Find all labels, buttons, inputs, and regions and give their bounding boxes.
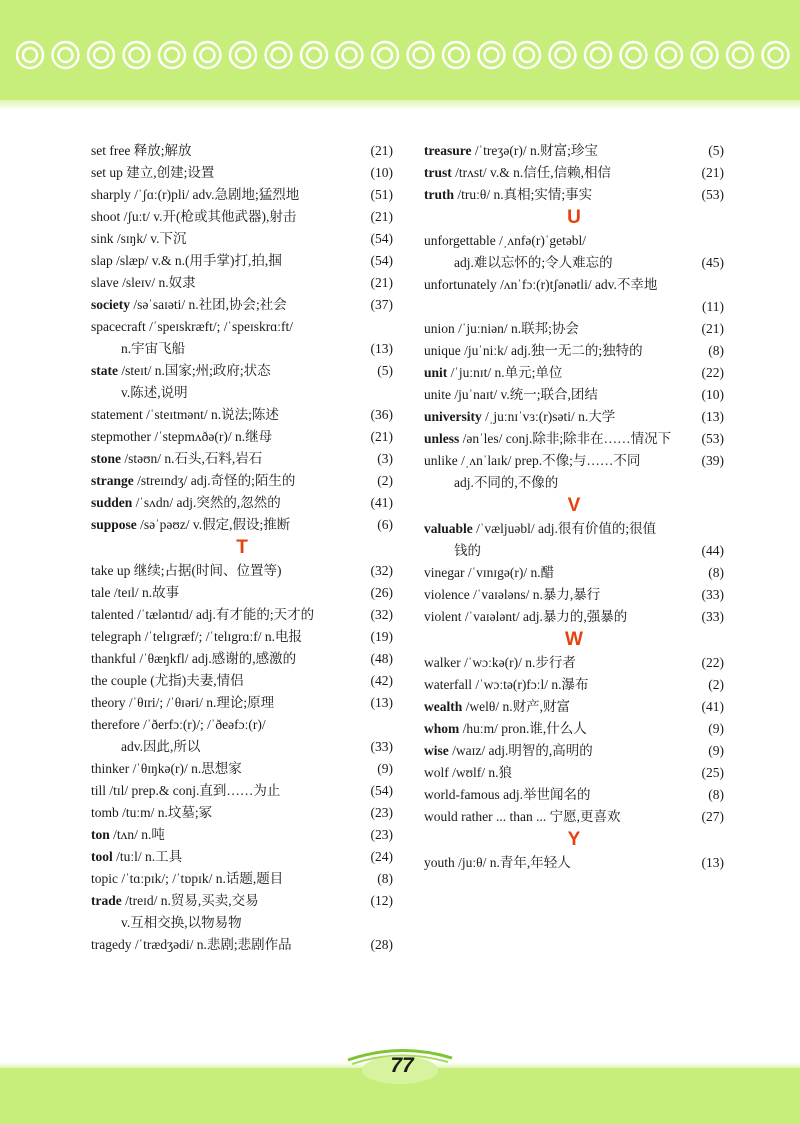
entry-page-ref: (11) [702,299,724,314]
ring-outer [479,42,505,68]
glossary-entry [424,230,724,274]
entry-page-ref: (41) [370,495,393,510]
entry-word: trade [91,893,122,908]
ring-inner [201,48,215,62]
entry-word: sharply [91,187,131,202]
entry-definition: /ˈtelɪgræf/; /ˈtelɪgrɑːf/ n.电报 [141,629,303,644]
entry-definition: /ˈvaɪələns/ n.暴力,暴行 [469,587,601,602]
glossary-entry [424,806,724,828]
entry-word: thinker [91,761,130,776]
entry-page-ref: (48) [370,651,393,666]
entry-definition: 建立,创建;设置 [122,165,215,180]
glossary-entry [424,652,724,674]
ring-inner [94,48,108,62]
ring-outer [372,42,398,68]
entry-definition-continued: adj.难以忘怀的;令人难忘的 [454,255,613,270]
entry-page-ref: (8) [708,343,724,358]
glossary-entry [424,784,724,806]
entry-definition: /ˈjuːniən/ n.联邦;协会 [454,321,579,336]
entry-page-ref: (51) [370,187,393,202]
entry-word: suppose [91,517,137,532]
entry-page-ref: (8) [708,787,724,802]
entry-page-ref: (19) [370,629,393,644]
entry-word: trust [424,165,452,180]
glossary-entry [91,604,393,626]
glossary-entry [424,852,724,874]
entry-definition: /treɪd/ n.贸易,买卖,交易 [121,893,259,908]
glossary-entry [91,514,393,536]
ring-inner [414,48,428,62]
glossary-entry [424,406,724,428]
entry-word: wise [424,743,449,758]
entry-word: valuable [424,521,473,536]
entry-word: wealth [424,699,463,714]
entry-word: unless [424,431,460,446]
glossary-entry [91,846,393,868]
ring-outer [408,42,434,68]
glossary-entry [91,934,393,956]
entry-definition: /ˈtæləntɪd/ adj.有才能的;天才的 [133,607,315,622]
entry-page-ref: (22) [701,655,724,670]
ring-outer [195,42,221,68]
ring-inner [236,48,250,62]
entry-page-ref: (21) [701,165,724,180]
entry-word: wolf [424,765,449,780]
entry-page-ref: (2) [377,473,393,488]
ring-outer [656,42,682,68]
ring-inner [307,48,321,62]
entry-word: world-famous [424,787,500,802]
section-letter: U [567,207,581,228]
glossary-entry [91,648,393,670]
entry-definition: /sleɪv/ n.奴隶 [118,275,196,290]
glossary-entry [91,140,393,162]
entry-page-ref: (23) [370,805,393,820]
glossary-entry [424,562,724,584]
entry-word: set up [91,165,123,180]
entry-definition: /ˈwɔːtə(r)fɔːl/ n.瀑布 [471,677,589,692]
entry-word: unit [424,365,448,380]
entry-page-ref: (21) [701,321,724,336]
entry-word: telegraph [91,629,142,644]
entry-word: unfortunately [424,277,497,292]
entry-definition: /ˈtreʒə(r)/ n.财富;珍宝 [471,143,598,158]
entry-definition: /ˈtrædʒədi/ n.悲剧;悲剧作品 [131,937,292,952]
entry-definition: /tuːm/ n.坟墓;冢 [118,805,213,820]
entry-page-ref: (36) [370,407,393,422]
glossary-entry [91,426,393,448]
entry-definition: /ʌnˈfɔː(r)tʃənətli/ adv.不幸地 [496,277,658,292]
entry-page-ref: (24) [370,849,393,864]
glossary-entry [91,470,393,492]
glossary-entry [424,318,724,340]
ring-outer [550,42,576,68]
entry-definition-continued: adj.不同的,不像的 [454,475,559,490]
entry-word: vinegar [424,565,465,580]
ring-outer [230,42,256,68]
entry-word: slap [91,253,113,268]
ring-outer [763,42,789,68]
entry-word: talented [91,607,134,622]
ring-inner [627,48,641,62]
entry-word: union [424,321,455,336]
ring-outer [301,42,327,68]
glossary-entry [91,316,393,360]
entry-page-ref: (10) [701,387,724,402]
ring-inner [662,48,676,62]
entry-word: would rather ... than ... [424,809,547,824]
glossary-entry [91,206,393,228]
entry-word: therefore [91,717,140,732]
entry-word: society [91,297,130,312]
ring-inner [520,48,534,62]
entry-definition: adj.举世闻名的 [499,787,591,802]
entry-definition: /teɪl/ n.故事 [110,585,180,600]
glossary-entry [424,696,724,718]
entry-word: stepmother [91,429,151,444]
entry-definition: /truːθ/ n.真相;实情;事实 [454,187,593,202]
entry-definition: /juˈniːk/ adj.独一无二的;独特的 [460,343,643,358]
entry-page-ref: (3) [377,451,393,466]
entry-word: unlike [424,453,458,468]
entry-definition: /ˈjuːnɪt/ n.单元;单位 [447,365,563,380]
entry-definition: /ˈsteɪtmənt/ n.说法;陈述 [142,407,279,422]
entry-page-ref: (12) [370,893,393,908]
entry-page-ref: (28) [370,937,393,952]
entry-spacer [424,296,690,318]
glossary-entry [424,518,724,562]
entry-page-ref: (54) [370,783,393,798]
glossary-entry [91,560,393,582]
entry-page-ref: (2) [708,677,724,692]
entry-page-ref: (25) [701,765,724,780]
entry-definition: 释放;解放 [130,143,192,158]
entry-definition: /slæp/ v.& n.(用手掌)打,拍,掴 [112,253,282,268]
entry-word: tomb [91,805,119,820]
entry-page-ref: (13) [370,695,393,710]
entry-page-ref: (22) [701,365,724,380]
ring-outer [266,42,292,68]
section-letter: T [236,537,248,558]
entry-word: tool [91,849,113,864]
entry-definition: /ˈvæljuəbl/ adj.很有价值的;很值 [472,521,657,536]
entry-page-ref: (9) [377,761,393,776]
glossary-entry [91,250,393,272]
glossary-entry [424,428,724,450]
entry-page-ref: (6) [377,517,393,532]
ring-outer [17,42,43,68]
ring-outer [585,42,611,68]
glossary-entry [91,492,393,514]
glossary-entry [424,162,724,184]
entry-definition: /streɪndʒ/ adj.奇怪的;陌生的 [133,473,296,488]
header-band [0,0,800,100]
glossary-entry [424,362,724,384]
entry-definition: /ˈvaɪələnt/ adj.暴力的,强暴的 [461,609,628,624]
ring-outer [124,42,150,68]
entry-definition: /ˌʌnˈlaɪk/ prep.不像;与……不同 [457,453,641,468]
entry-page-ref: (32) [370,607,393,622]
entry-definition: /tɪl/ prep.& conj.直到……为止 [106,783,281,798]
entry-page-ref: (5) [708,143,724,158]
ring-inner [23,48,37,62]
entry-word: slave [91,275,119,290]
entry-definition: /səˈpəʊz/ v.假定,假设;推断 [136,517,291,532]
left-column [91,140,393,956]
entry-word: unique [424,343,461,358]
ring-inner [698,48,712,62]
entry-page-ref: (33) [701,587,724,602]
entry-word: sudden [91,495,133,510]
entry-word: take up [91,563,131,578]
ring-inner [130,48,144,62]
entry-definition: /ˌjuːnɪˈvɜː(r)səti/ n.大学 [481,409,616,424]
entry-definition: /ˈwɔːkə(r)/ n.步行者 [460,655,576,670]
glossary-entry [91,162,393,184]
entry-definition: /ənˈles/ conj.除非;除非在……情况下 [459,431,672,446]
entry-definition: 继续;占据(时间、位置等) [130,563,282,578]
ring-outer [88,42,114,68]
entry-definition-continued: adv.因此,所以 [121,739,201,754]
entry-word: strange [91,473,134,488]
entry-word: violence [424,587,470,602]
entry-page-ref: (21) [370,275,393,290]
entry-page-ref: (53) [701,431,724,446]
ring-inner [485,48,499,62]
entry-page-ref: (13) [370,341,393,356]
entry-definition: /ˈðerfɔː(r)/; /ˈðeəfɔː(r)/ [139,717,266,732]
ring-inner [449,48,463,62]
entry-word: waterfall [424,677,472,692]
entry-definition: /ʃuːt/ v.开(枪或其他武器),射击 [120,209,297,224]
glossary-entry [91,360,393,404]
entry-word: tragedy [91,937,132,952]
entry-page-ref: (54) [370,231,393,246]
entry-definition: /tʌn/ n.吨 [109,827,165,842]
entry-page-ref: (45) [701,255,724,270]
entry-page-ref: (8) [708,565,724,580]
ring-outer [337,42,363,68]
entry-word: state [91,363,118,378]
entry-word: violent [424,609,462,624]
entry-definition: /sɪŋk/ v.下沉 [113,231,187,246]
entry-definition: /ˈspeɪskræft/; /ˈspeɪskrɑːft/ [145,319,294,334]
entry-word: whom [424,721,460,736]
entry-page-ref: (42) [370,673,393,688]
entry-definition: /huːm/ pron.谁,什么人 [459,721,587,736]
glossary-entry [424,384,724,406]
entry-page-ref: (23) [370,827,393,842]
entry-definition: /ˈtɑːpɪk/; /ˈtɒpɪk/ n.话题,题目 [118,871,284,886]
glossary-entry [424,718,724,740]
entry-word: statement [91,407,143,422]
entry-word: thankful [91,651,136,666]
entry-definition: /ˈstepmʌðə(r)/ n.继母 [151,429,273,444]
page-number: 77 [390,1054,414,1077]
glossary-entry [424,184,724,206]
entry-page-ref: (27) [701,809,724,824]
entry-page-ref: (54) [370,253,393,268]
right-column [424,140,724,874]
entry-word: spacecraft [91,319,146,334]
entry-page-ref: (32) [370,563,393,578]
ring-outer [53,42,79,68]
entry-definition: /ˈvɪnɪgə(r)/ n.醋 [464,565,555,580]
entry-definition: /wʊlf/ n.狼 [448,765,513,780]
glossary-entry [91,272,393,294]
glossary-entry [424,606,724,628]
section-letter: W [565,629,583,650]
entry-page-ref: (13) [701,855,724,870]
glossary-entry [91,868,393,890]
entry-definition: /stəʊn/ n.石头,石料,岩石 [121,451,263,466]
entry-definition: /juːθ/ n.青年,年轻人 [454,855,571,870]
ring-inner [272,48,286,62]
entry-page-ref: (5) [377,363,393,378]
glossary-entry [424,140,724,162]
ring-inner [378,48,392,62]
ring-inner [733,48,747,62]
glossary-entry [424,340,724,362]
entry-definition: 宁愿,更喜欢 [546,809,621,824]
entry-definition: /trʌst/ v.& n.信任,信赖,相信 [451,165,612,180]
glossary-entry [424,274,724,318]
entry-word: walker [424,655,461,670]
entry-word: topic [91,871,118,886]
entry-definition: /səˈsaɪəti/ n.社团,协会;社会 [129,297,287,312]
entry-page-ref: (10) [370,165,393,180]
glossary-entry [424,740,724,762]
entry-page-ref: (21) [370,209,393,224]
entry-page-ref: (44) [701,543,724,558]
entry-word: sink [91,231,114,246]
entry-definition: (尤指)夫妻,情侣 [146,673,244,688]
glossary-entry [91,758,393,780]
ring-inner [769,48,783,62]
glossary-entry [424,450,724,494]
entry-page-ref: (41) [701,699,724,714]
entry-page-ref: (21) [370,429,393,444]
entry-definition: /juˈnaɪt/ v.统一;联合,团结 [451,387,598,402]
glossary-entry [91,404,393,426]
entry-definition: /tuːl/ n.工具 [112,849,183,864]
ring-outer [159,42,185,68]
entry-page-ref: (33) [370,739,393,754]
entry-word: set free [91,143,131,158]
entry-word: treasure [424,143,472,158]
entry-definition-continued: v.互相交换,以物易物 [121,915,242,930]
entry-word: tale [91,585,111,600]
ring-outer [514,42,540,68]
entry-word: truth [424,187,454,202]
entry-page-ref: (53) [701,187,724,202]
entry-page-ref: (9) [708,721,724,736]
glossary-entry [424,762,724,784]
entry-word: theory [91,695,126,710]
glossary-entry [91,692,393,714]
ring-inner [59,48,73,62]
entry-page-ref: (8) [377,871,393,886]
header-band-edge [0,100,800,110]
entry-page-ref: (21) [370,143,393,158]
glossary-entry [424,674,724,696]
entry-definition: /steɪt/ n.国家;州;政府;状态 [118,363,271,378]
entry-page-ref: (39) [701,453,724,468]
entry-word: unite [424,387,451,402]
glossary-entry [91,780,393,802]
glossary-entry [91,670,393,692]
glossary-entry [91,802,393,824]
glossary-entry [91,448,393,470]
ring-outer [692,42,718,68]
entry-definition: /ˈsʌdn/ adj.突然的,忽然的 [132,495,281,510]
glossary-entry [91,890,393,934]
entry-word: university [424,409,482,424]
entry-page-ref: (26) [370,585,393,600]
entry-definition-continued: n.宇宙飞船 [121,341,186,356]
glossary-entry [91,184,393,206]
ring-inner [343,48,357,62]
glossary-entry [91,294,393,316]
entry-page-ref: (9) [708,743,724,758]
entry-definition: /welθ/ n.财产,财富 [462,699,570,714]
ring-inner [591,48,605,62]
section-letter: V [567,495,581,516]
ring-outer [443,42,469,68]
entry-word: unforgettable [424,233,496,248]
entry-word: youth [424,855,455,870]
decorative-rings [14,38,794,72]
glossary-entry [424,584,724,606]
glossary-entry [91,626,393,648]
entry-definition: /waɪz/ adj.明智的,高明的 [448,743,593,758]
entry-definition: /ˌʌnfə(r)ˈgetəbl/ [495,233,587,248]
glossary-entry [91,228,393,250]
entry-definition-continued: v.陈述,说明 [121,385,188,400]
entry-page-ref: (37) [370,297,393,312]
entry-definition: /ˈʃɑː(r)pli/ adv.急剧地;猛烈地 [130,187,300,202]
ring-outer [621,42,647,68]
entry-word: ton [91,827,110,842]
section-letter: Y [567,829,581,850]
ring-inner [556,48,570,62]
ring-outer [727,42,753,68]
entry-word: till [91,783,107,798]
entry-definition-continued: 钱的 [454,543,481,558]
glossary-entry [91,582,393,604]
entry-definition: /ˈθæŋkfl/ adj.感谢的,感激的 [136,651,297,666]
entry-word: shoot [91,209,121,224]
glossary-entry [91,714,393,758]
entry-definition: /ˈθɪŋkə(r)/ n.思想家 [129,761,242,776]
entry-page-ref: (33) [701,609,724,624]
glossary-entry [91,824,393,846]
entry-page-ref: (13) [701,409,724,424]
entry-definition: /ˈθɪri/; /ˈθɪəri/ n.理论;原理 [125,695,275,710]
entry-word: stone [91,451,121,466]
ring-inner [165,48,179,62]
entry-word: the couple [91,673,147,688]
